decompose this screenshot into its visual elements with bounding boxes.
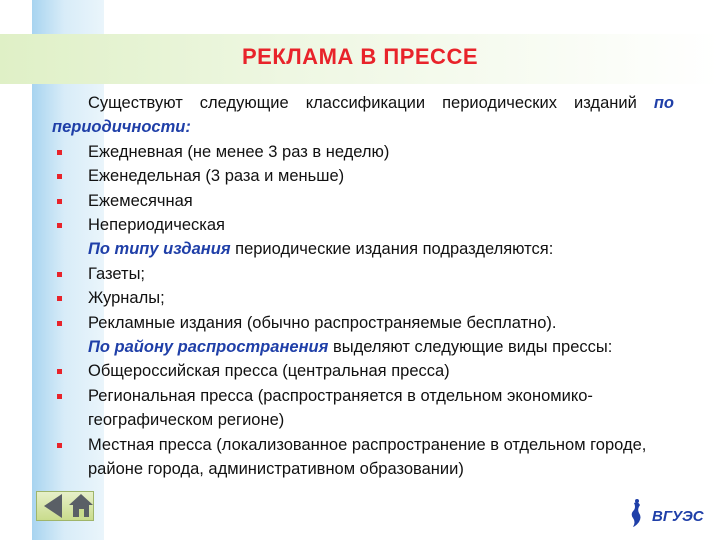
list-item [52,384,674,433]
bullet-icon [57,296,62,301]
list-item-text: Рекламные издания (обычно распространяемые бесплатно). [88,313,557,332]
list-item-text: Ежедневная (не менее 3 раз в неделю) [88,142,390,161]
bullet-icon [57,394,62,399]
distribution-highlight: По району распространения [88,338,329,357]
slide-title: РЕКЛАМА В ПРЕССЕ [241,44,479,69]
bullet-icon [57,321,62,326]
list-item-text: Еженедельная (3 раза и меньше) [88,167,345,186]
list-item [52,433,674,482]
bullet-icon [57,272,62,277]
bullet-icon [57,174,62,179]
intro-paragraph [52,91,674,140]
bullet-icon [57,223,62,228]
list-item [52,189,674,213]
type-text: периодические издания подразделяются: [230,240,554,259]
list-item [52,359,674,383]
intro-highlight: по периодичности: [52,94,674,137]
slide-content [52,91,674,482]
distribution-text: выделяют следующие виды прессы: [328,338,613,357]
type-paragraph [52,237,674,261]
list-item [52,213,674,237]
home-icon[interactable] [68,491,94,521]
list-item-text: Газеты; [88,264,146,283]
university-logo [628,497,708,533]
list-item [52,262,674,286]
intro-text: Существуют следующие классификации периодических изданий [88,94,654,112]
list-item-text: Журналы; [88,289,165,308]
logo-text: ВГУЭС [652,508,704,525]
list-item [52,311,674,335]
bullet-icon [57,150,62,155]
list-item-text: Региональная пресса (распространяется в отдельном экономико-географическом регионе) [88,386,593,430]
list-item-text: Местная пресса (локализованное распространение в отдельном городе, районе города, административном образовании) [88,435,647,479]
bullet-icon [57,443,62,448]
bullet-icon [57,199,62,204]
distribution-paragraph [52,335,674,359]
list-item [52,286,674,310]
back-arrow-icon[interactable] [44,494,62,518]
list-item-text: Непериодическая [88,216,225,235]
type-highlight: По типу издания [88,240,231,259]
list-item-text: Ежемесячная [88,191,193,210]
bullet-icon [57,369,62,374]
list-item [52,164,674,188]
list-item [52,140,674,164]
list-item-text: Общероссийская пресса (центральная пресса) [88,362,450,381]
